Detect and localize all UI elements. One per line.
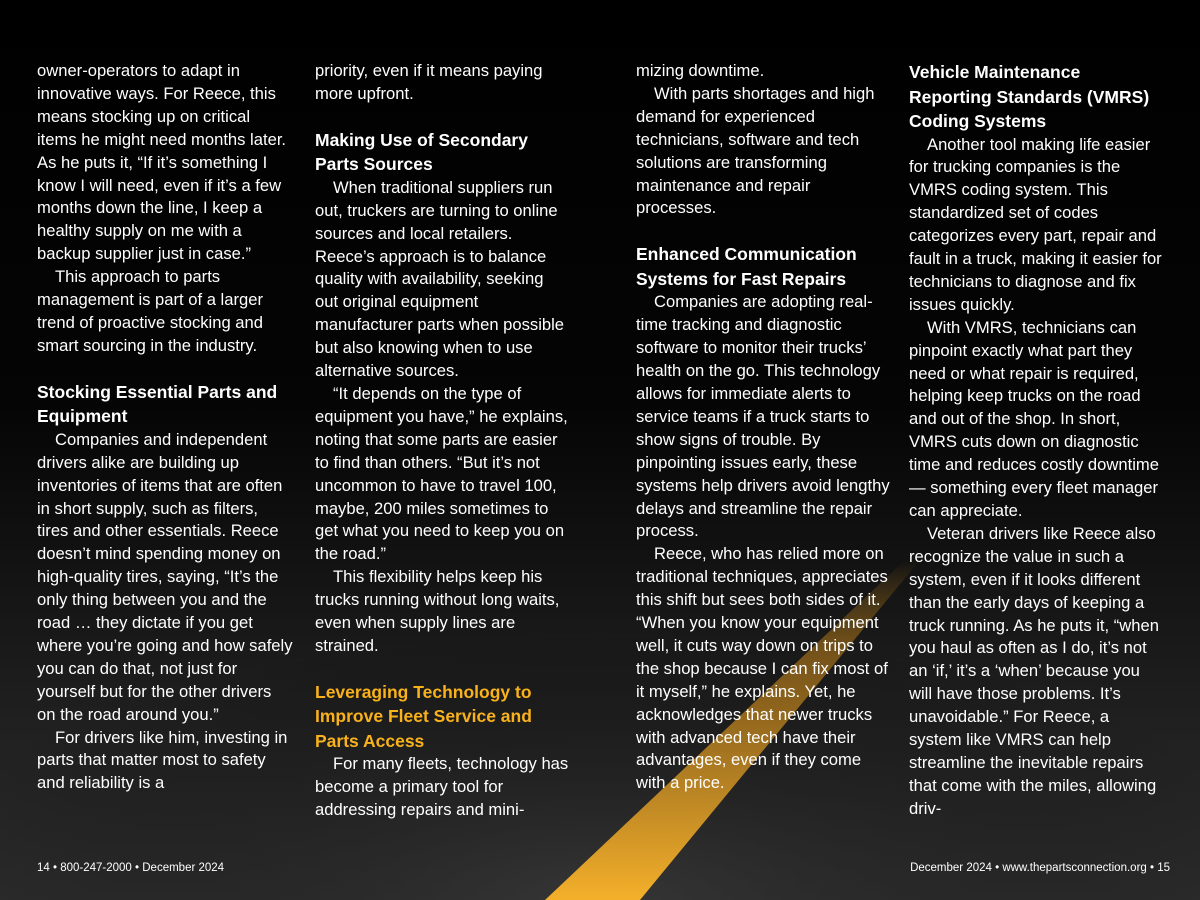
section-heading-highlight: Leveraging Technology to Improve Fleet Service and Parts Access	[315, 681, 532, 751]
column-1	[37, 60, 293, 795]
footer-right-folio: December 2024 • www.thepartsconnection.org • 15	[910, 862, 1170, 874]
body-paragraph: Another tool making life easier for trucking companies is the VMRS coding system. This standardized set of codes categorizes every part, repair and fault in a truck, making it easier for technicians to diagnose and fix issues quickly.	[909, 134, 1162, 314]
section-heading: Making Use of Secondary Parts Sources	[315, 129, 528, 175]
column-2	[315, 60, 571, 822]
body-paragraph: owner-operators to adapt in innovative ways. For Reece, this means stocking up on critical items he might need months later. As he puts it, “If it’s something I know I will need, even if it’s a few months down the line, I keep a healthy supply on me with a backup supplier just in case.”	[37, 61, 287, 264]
body-paragraph: When traditional suppliers run out, truckers are turning to online sources and local retailers. Reece’s approach is to balance quality with availability, seeking out original equipment manufacturer parts when possible but also knowing when to use alternative sources.	[315, 177, 565, 381]
column-4	[909, 60, 1165, 821]
body-paragraph: This flexibility helps keep his trucks running without long waits, even when supply lines are strained.	[315, 567, 560, 655]
body-paragraph: For drivers like him, investing in parts that matter most to safety and reliability is a	[37, 727, 288, 793]
body-paragraph: With VMRS, technicians can pinpoint exactly what part they need or what repair is required, helping keep trucks on the road and out of the shop. In short, VMRS cuts down on diagnostic time and reduces costly downtime — something every fleet manager can appreciate.	[909, 317, 1159, 520]
section-heading: Enhanced Communication Systems for Fast Repairs	[636, 244, 857, 289]
body-paragraph: Reece, who has relied more on traditional techniques, appreciates this shift but sees both sides of it. “When you know your equipment well, it cuts way down on trips to the shop because I can fix most of it myself,” he explains. Yet, he acknowledges that newer trucks with advanced tech have their advantages, even if they come with a price.	[636, 544, 888, 793]
body-paragraph: “It depends on the type of equipment you have,” he explains, noting that some parts are easier to find than others. “But it’s not uncommon to have to travel 100, maybe, 200 miles sometimes to get what you need to keep you on the road.”	[315, 383, 568, 564]
body-paragraph: Companies are adopting real-time tracking and diagnostic software to monitor their trucks’ health on the go. This technology allows for immediate alerts to service teams if a truck starts to show signs of trouble. By pinpointing issues early, these systems help drivers avoid lengthy delays and streamline the repair process.	[636, 292, 890, 541]
body-paragraph: With parts shortages and high demand for experienced technicians, software and tech solutions are transforming maintenance and repair processes.	[636, 83, 875, 218]
section-heading: Vehicle Maintenance Reporting Standards (VMRS) Coding Systems	[909, 62, 1150, 131]
body-paragraph: This approach to parts management is part of a larger trend of proactive stocking and smart sourcing in the industry.	[37, 267, 263, 355]
body-paragraph: Companies and independent drivers alike are building up inventories of items that are often in short supply, such as filters, tires and other essentials. Reece doesn’t mind spending money on high-quality tires, saying, “It’s the only thing between you and the road … they dictate if you get where you’re going and how safely you can do that, not just for yourself but for the other drivers on the road around you.”	[37, 429, 293, 724]
body-paragraph: For many fleets, technology has become a primary tool for addressing repairs and mini-	[315, 754, 569, 820]
body-paragraph: mizing downtime.	[636, 61, 765, 80]
body-paragraph: Veteran drivers like Reece also recognize the value in such a system, even if it looks different than the early days of keeping a truck running. As he puts it, “when you haul as often as I do, it’s not an ‘if,’ it’s a ‘when’ because you will have those problems. It’s unavoidable.” For Reece, a system like VMRS can help streamline the inevitable repairs that come with the miles, allowing driv-	[909, 523, 1159, 818]
body-paragraph: priority, even if it means paying more upfront.	[315, 61, 543, 103]
footer-left-folio: 14 • 800-247-2000 • December 2024	[37, 862, 225, 874]
section-heading: Stocking Essential Parts and Equipment	[37, 381, 278, 427]
column-3	[636, 60, 892, 795]
